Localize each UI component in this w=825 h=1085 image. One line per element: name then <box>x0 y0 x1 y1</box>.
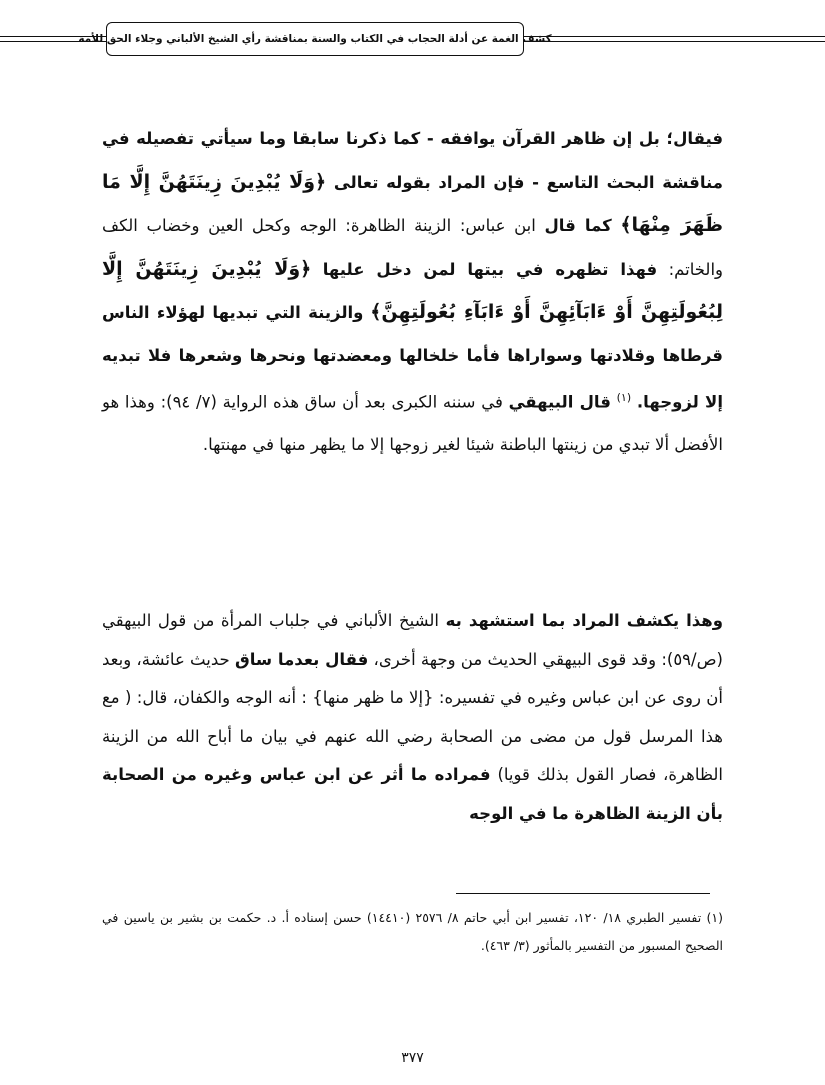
running-header <box>78 22 552 56</box>
paragraph-2 <box>102 602 723 833</box>
paragraph-1 <box>102 118 723 467</box>
p1-sentence-4: فهذا تظهره في بيتها لمن دخل عليها <box>322 259 658 279</box>
p1-sentence-6: قال البيهقي <box>508 392 611 412</box>
p1-sentence-7: في سننه الكبرى بعد أن ساق هذه الرواية <box>222 392 503 412</box>
running-header-title: كشف الغمة عن أدلة الحجاب في الكتاب والسنة بمناقشة رأي الشيخ الألباني وجلاء الحق للأمة <box>78 33 552 45</box>
p2-sentence-4: حديث عائشة، وبعد أن روى عن ابن عباس وغيره في تفسيره: {إلا ما ظهر منها} : أنه الوجه والكفان، قال: ( مع هذا المرسل قول من مضى من الصحابة رضي الله عنهم في بيان ما أباح الله من الزينة الظاهرة، فصار القول بذلك قويا) <box>102 649 723 784</box>
p2-sentence-3: فقال بعدما ساق <box>234 649 369 669</box>
p2-sentence-1: وهذا يكشف المراد بما استشهد به <box>445 611 723 630</box>
footnote-reference: (١) <box>616 391 632 404</box>
p1-sentence-8: (٧/ ٩٤): وهذا هو الأفضل ألا تبدي من زينتها الباطنة شيئا لغير زوجها إلا ما يظهر منها في مهنتها. <box>102 392 723 454</box>
p1-sentence-3: ابن عباس: الزينة الظاهرة: الوجه وكحل العين وخضاب الكف والخاتم: <box>102 216 724 279</box>
p1-sentence-1: فيقال؛ بل إن ظاهر القرآن يوافقه - كما ذكرنا سابقا وما سيأتي تفصيله في مناقشة البحث التاسع - فإن المراد بقوله تعالى <box>102 129 723 192</box>
footnote-separator <box>456 893 710 894</box>
page-number: ٣٧٧ <box>401 1050 424 1066</box>
quran-verse-1: ﴿وَلَا يُبْدِينَ زِينَتَهُنَّ إِلَّا مَا ظَهَرَ مِنْهَا﴾ <box>102 170 724 236</box>
p2-sentence-2: الشيخ الألباني في جلباب المرأة من قول البيهقي (ص/٥٩): وقد قوى البيهقي الحديث من وجهة أخرى، <box>102 611 723 669</box>
footnote: (١) تفسير الطبري ١٨/ ١٢٠، تفسير ابن أبي حاتم ٨/ ٢٥٧٦ (١٤٤١٠) حسن إسناده أ. د. حكمت بن بشير بن ياسين في الصحيح المسبور من التفسير بالمأثور (٣/ ٤٦٣). <box>102 910 724 953</box>
p2-sentence-5: فمراده ما أثر عن ابن عباس وغيره من الصحابة بأن الزينة الظاهرة ما في الوجه <box>102 765 723 823</box>
p1-sentence-5: والزينة التي تبديها لهؤلاء الناس قرطاها وقلادتها وسواراها فأما خلخالها ومعضدتها ونحرها وشعرها فلا تبديه إلا لزوجها. <box>102 303 723 412</box>
p1-sentence-2: كما قال <box>544 216 612 235</box>
quran-verse-2: ﴿وَلَا يُبْدِينَ زِينَتَهُنَّ إِلَّا لِبُعُولَتِهِنَّ أَوْ ءَابَآئِهِنَّ أَوْ ءَابَآءِ بُعُولَتِهِنَّ﴾ <box>102 257 723 323</box>
